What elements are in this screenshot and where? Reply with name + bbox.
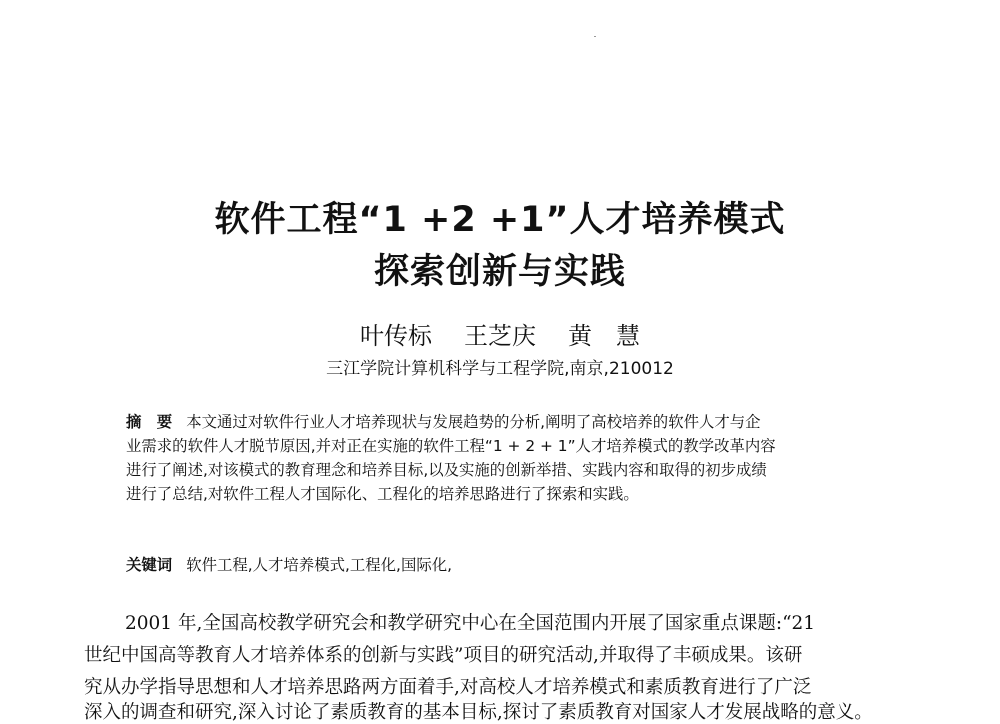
keywords <box>126 553 452 575</box>
abstract-line: 进行了阐述,对该模式的教育理念和培养目标,以及实施的创新举措、实践内容和取得的初步成绩 <box>126 461 767 479</box>
abstract-label: 摘 要 <box>126 413 173 431</box>
author-name: 王芝庆 <box>464 322 536 350</box>
affiliation: 三江学院计算机科学与工程学院,南京,210012 <box>326 359 674 379</box>
body-text-line: 2001 年,全国高校教学研究会和教学研究中心在全国范围内开展了国家重点课题:“21 <box>125 613 816 634</box>
body-text-line: 究从办学指导思想和人才培养思路两方面着手,对高校人才培养模式和素质教育进行了广泛 <box>84 677 812 698</box>
scan-speck <box>594 36 596 37</box>
author-name: 黄 慧 <box>568 322 640 350</box>
abstract-line: 进行了总结,对软件工程人才国际化、工程化的培养思路进行了探索和实践。 <box>126 485 639 503</box>
keywords-label: 关键词 <box>126 556 173 574</box>
paper-title-line-1: 软件工程“1 +2 +1”人才培养模式 <box>214 200 786 240</box>
paper-title-line-2: 探索创新与实践 <box>373 252 626 292</box>
body-text-line: 深入的调查和研究,深入讨论了素质教育的基本目标,探讨了素质教育对国家人才发展战略的意义。 <box>84 702 873 723</box>
body-text-line: 世纪中国高等教育人才培养体系的创新与实践”项目的研究活动,并取得了丰硕成果。该研 <box>84 645 803 666</box>
abstract-line: 业需求的软件人才脱节原因,并对正在实施的软件工程“1 + 2 + 1”人才培养模式的教学改革内容 <box>126 437 776 455</box>
author-list <box>0 316 1000 351</box>
abstract-text: 本文通过对软件行业人才培养现状与发展趋势的分析,阐明了高校培养的软件人才与企 <box>186 413 761 431</box>
keywords-text: 软件工程,人才培养模式,工程化,国际化, <box>186 556 453 574</box>
abstract-line <box>126 410 866 434</box>
author-name: 叶传标 <box>360 322 432 350</box>
